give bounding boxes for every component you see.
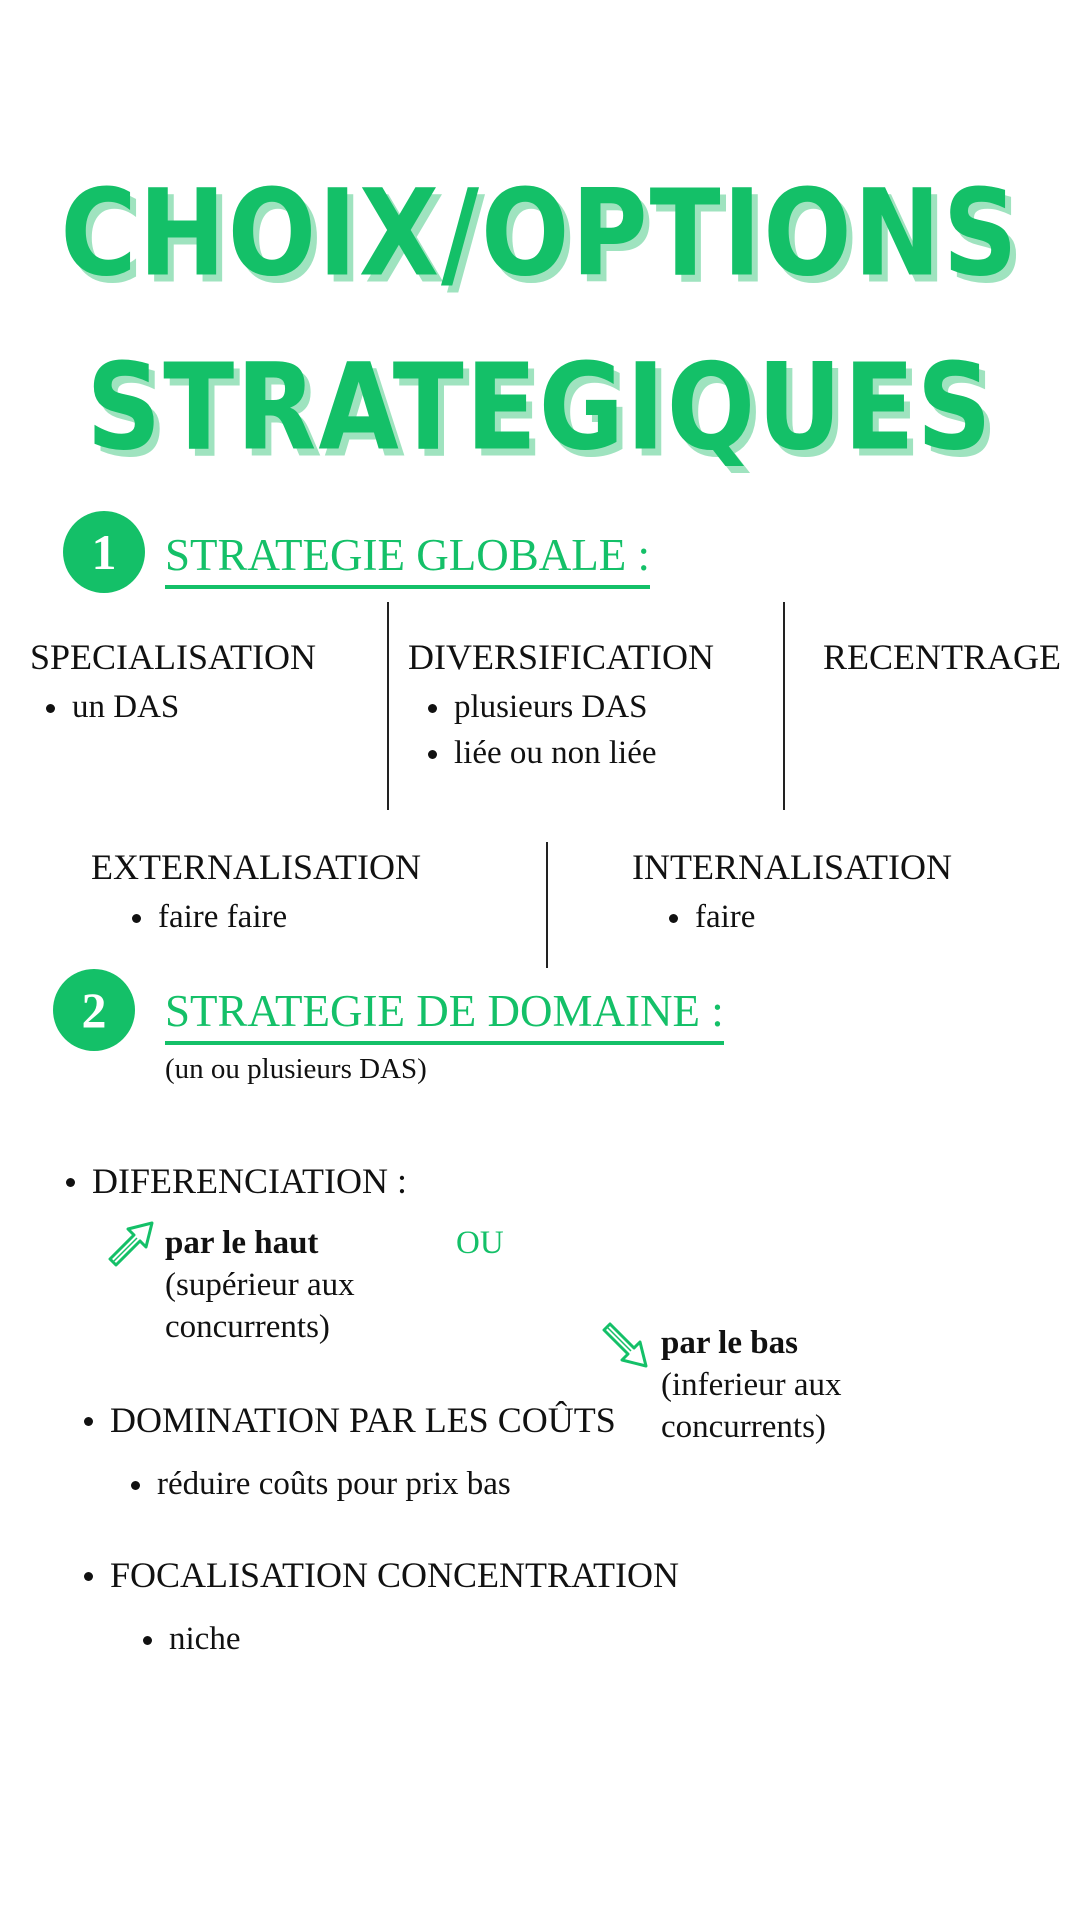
section-2-heading: STRATEGIE DE DOMAINE : (165, 983, 724, 1045)
list-item: faire faire (128, 894, 287, 940)
arrow-up-right-icon (104, 1215, 160, 1271)
par-le-haut-title: par le haut (165, 1225, 319, 1261)
par-le-haut-line-2: concurrents) (165, 1309, 330, 1345)
arrow-down-right-icon (598, 1318, 654, 1374)
list-item: réduire coûts pour prix bas (127, 1461, 511, 1507)
column-diversification-list (424, 684, 657, 776)
differenciation-label: DIFERENCIATION : (62, 1159, 407, 1203)
list-item: plusieurs DAS (424, 684, 657, 730)
list-item: un DAS (42, 684, 179, 730)
list-item: niche (139, 1616, 240, 1662)
par-le-haut-line-1: (supérieur aux (165, 1267, 355, 1303)
externalisation-list (128, 894, 287, 940)
column-specialisation-label: SPECIALISATION (30, 637, 317, 677)
par-le-bas-title: par le bas (661, 1325, 798, 1361)
section-2-subheading: (un ou plusieurs DAS) (165, 1053, 427, 1085)
section-1-number-badge: 1 (63, 511, 145, 593)
domination-list (127, 1461, 511, 1507)
par-le-bas-line-2: concurrents) (661, 1409, 826, 1445)
column-divider (783, 602, 785, 810)
row-divider (546, 842, 548, 968)
list-item: faire (665, 894, 755, 940)
column-recentrage-label: RECENTRAGE (823, 637, 1061, 677)
column-diversification-label: DIVERSIFICATION (408, 637, 714, 677)
or-label: OU (456, 1225, 504, 1261)
focalisation-list (139, 1616, 240, 1662)
focalisation-label: FOCALISATION CONCENTRATION (80, 1553, 679, 1597)
internalisation-label: INTERNALISATION (632, 847, 952, 887)
par-le-bas-line-1: (inferieur aux (661, 1367, 842, 1403)
externalisation-label: EXTERNALISATION (91, 847, 421, 887)
internalisation-list (665, 894, 755, 940)
list-item: liée ou non liée (424, 730, 657, 776)
title-line-2: STRATEGIQUES (86, 336, 994, 478)
section-1-heading: STRATEGIE GLOBALE : (165, 527, 650, 589)
title-line-1: CHOIX/OPTIONS (60, 162, 1020, 304)
domination-label: DOMINATION PAR LES COÛTS (80, 1398, 616, 1442)
column-divider (387, 602, 389, 810)
section-2-number-badge: 2 (53, 969, 135, 1051)
column-specialisation-list (42, 684, 179, 730)
